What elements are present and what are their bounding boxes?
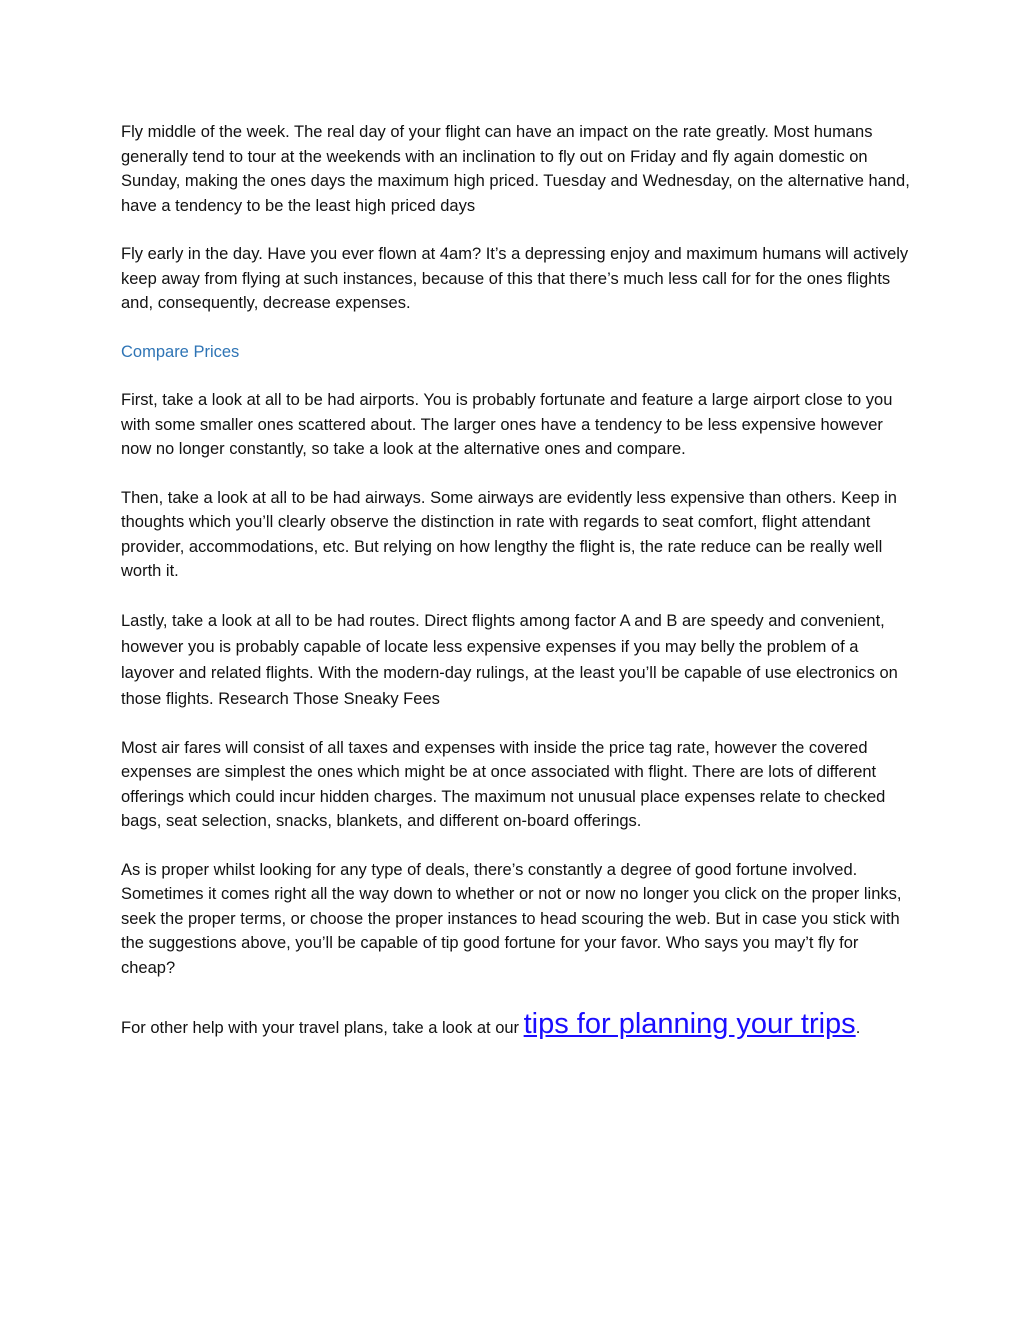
paragraph-airports: First, take a look at all to be had airports. You is probably fortunate and feature a large airport close to you with some smaller ones scattered about. The larger ones have a tendency to be less expensive however now no longer constantly, so take a look at the alternative ones and compare. <box>121 391 893 458</box>
paragraph-luck: As is proper whilst looking for any type of deals, there’s constantly a degree of good fortune involved. Sometimes it comes right all the way down to whether or not or now no longer you click on the proper links, seek the proper terms, or choose the proper instances to head scouring the web. But in case you stick with the suggestions above, you’ll be capable of tip good fortune for your favor. Who says you may’t fly for cheap? <box>121 860 902 977</box>
paragraph-fly-midweek: Fly middle of the week. The real day of your flight can have an impact on the rate greatly. Most humans generally tend to tour at the weekends with an inclination to fly out on Friday and fly again domestic on Sunday, making the ones days the maximum high priced. Tuesday and Wednesday, on the alternative hand, have a tendency to be the least high priced days <box>121 123 910 215</box>
tips-planning-link[interactable]: tips for planning your trips <box>523 1008 856 1040</box>
closing-lead-text: For other help with your travel plans, take a look at our <box>121 1019 524 1037</box>
paragraph-routes: Lastly, take a look at all to be had routes. Direct flights among factor A and B are speedy and convenient, however you is probably capable of locate less expensive expenses if you may belly the problem of a layover and related flights. With the modern-day rulings, at the least you’ll be capable of use electronics on those flights. Research Those Sneaky Fees <box>121 611 898 708</box>
section-heading-compare-prices: Compare Prices <box>121 342 240 361</box>
closing-paragraph <box>121 1004 911 1044</box>
paragraph-fees: Most air fares will consist of all taxes and expenses with inside the price tag rate, however the covered expenses are simplest the ones which might be at once associated with flight. There are lots of different offerings which could incur hidden charges. The maximum not unusual place expenses relate to checked bags, seat selection, snacks, blankets, and different on-board offerings. <box>121 738 886 830</box>
paragraph-airways: Then, take a look at all to be had airways. Some airways are evidently less expensive than others. Keep in thoughts which you’ll clearly observe the distinction in rate with regards to seat comfort, flight attendant provider, accommodations, etc. But relying on how lengthy the flight is, the rate reduce can be really well worth it. <box>121 488 897 580</box>
paragraph-fly-early: Fly early in the day. Have you ever flown at 4am? It’s a depressing enjoy and maximum humans will actively keep away from flying at such instances, because of this that there’s much less call for for the ones flights and, consequently, decrease expenses. <box>121 245 909 312</box>
document-body <box>121 120 911 1068</box>
closing-period: . <box>855 1019 861 1037</box>
